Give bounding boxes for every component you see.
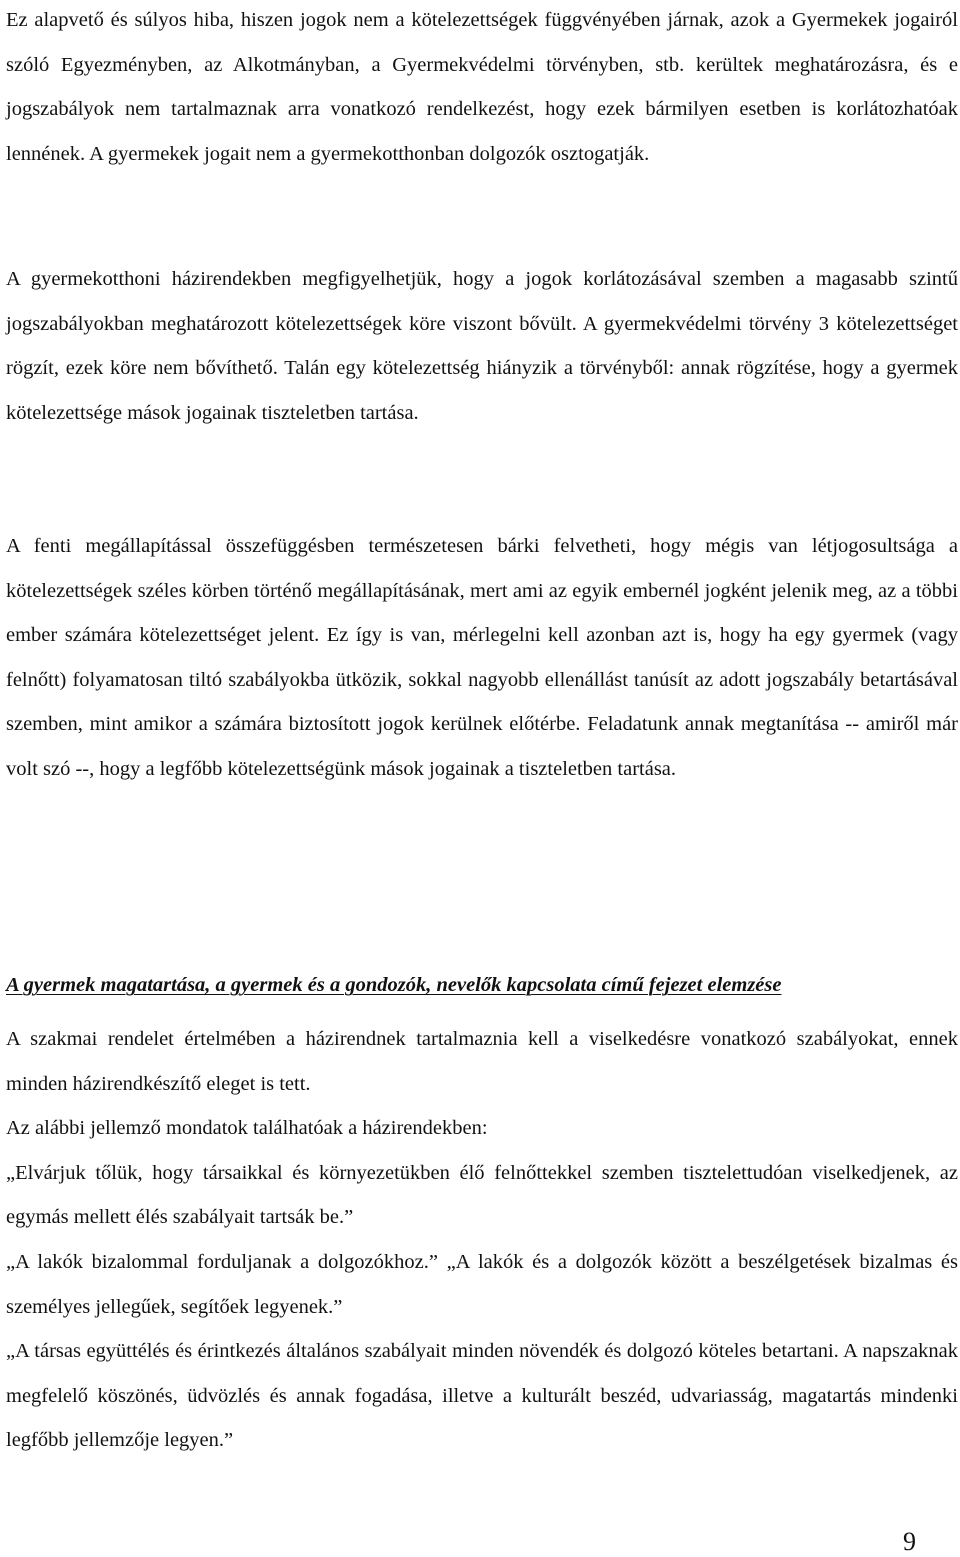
paragraph-house-rules-obligations: A gyermekotthoni házirendekben megfigyelhetjük, hogy a jogok korlátozásával szemben a magasabb szintű jogszabályokban meghatározott kötelezettségek köre viszont bővült. A gyermekvédelmi törvény 3 kötelezettséget rögzít, ezek köre nem bővíthető. Talán egy kötelezettség hiányzik a törvényből: annak rögzítése, hogy a gyermek kötelezettsége mások jogainak tiszteletben tartása. xyxy=(6,268,958,424)
paragraph-obligations-analysis: A fenti megállapítással összefüggésben természetesen bárki felvetheti, hogy mégis van létjogosultsága a kötelezettségek széles körben történő megállapításának, mert ami az egyik embernél jogként jelenik meg, az a többi ember számára kötelezettséget jelent. Ez így is van, mérlegelni kell azonban azt is, hogy ha egy gyermek (vagy felnőtt) folyamatosan tiltó szabályokba ütközik, sokkal nagyobb ellenállást tanúsít az adott jogszabály betartásával szemben, mint amikor a számára biztosított jogok kerülnek előtérbe. Feladatunk annak megtanítása -- amiről már volt szó --, hogy a legfőbb kötelezettségünk mások jogainak a tiszteletben tartása. xyxy=(6,535,958,780)
section-line-intro: Az alábbi jellemző mondatok találhatóak a házirendekben: xyxy=(6,1117,488,1140)
quote-trust: „A lakók bizalommal forduljanak a dolgozókhoz.” „A lakók és a dolgozók között a beszélgetések bizalmas és személyes jellegűek, segítőek legyenek.” xyxy=(6,1250,958,1318)
page-number: 9 xyxy=(903,1527,916,1556)
quote-coexistence: „A társas együttélés és érintkezés általános szabályait minden növendék és dolgozó köteles betartani. A napszaknak megfelelő köszönés, üdvözlés és annak fogadása, illetve a kulturált beszéd, udvariasság, magatartás mindenki legfőbb jellemzője legyen.” xyxy=(6,1340,958,1452)
section-body xyxy=(6,1017,958,1463)
quote-respect: „Elvárjuk tőlük, hogy társaikkal és környezetükben élő felnőttekkel szemben tisztelettudóan viselkedjenek, az egymás mellett élés szabályait tartsák be.” xyxy=(6,1161,958,1229)
paragraph-rights-not-conditional: Ez alapvető és súlyos hiba, hiszen jogok nem a kötelezettségek függvényében járnak, azok a Gyermekek jogairól szóló Egyezményben, az Alkotmányban, a Gyermekvédelmi törvényben, stb. kerültek meghatározásra, és e jogszabályok nem tartalmaznak arra vonatkozó rendelkezést, hogy ezek bármilyen esetben is korlátozhatóak lennének. A gyermekek jogait nem a gyermekotthonban dolgozók osztogatják. xyxy=(6,9,958,165)
section-heading: A gyermek magatartása, a gyermek és a gondozók, nevelők kapcsolata című fejezet elemzése xyxy=(6,974,782,996)
section-line-regulation: A szakmai rendelet értelmében a házirendnek tartalmaznia kell a viselkedésre vonatkozó szabályokat, ennek minden házirendkészítő eleget is tett. xyxy=(6,1028,958,1095)
